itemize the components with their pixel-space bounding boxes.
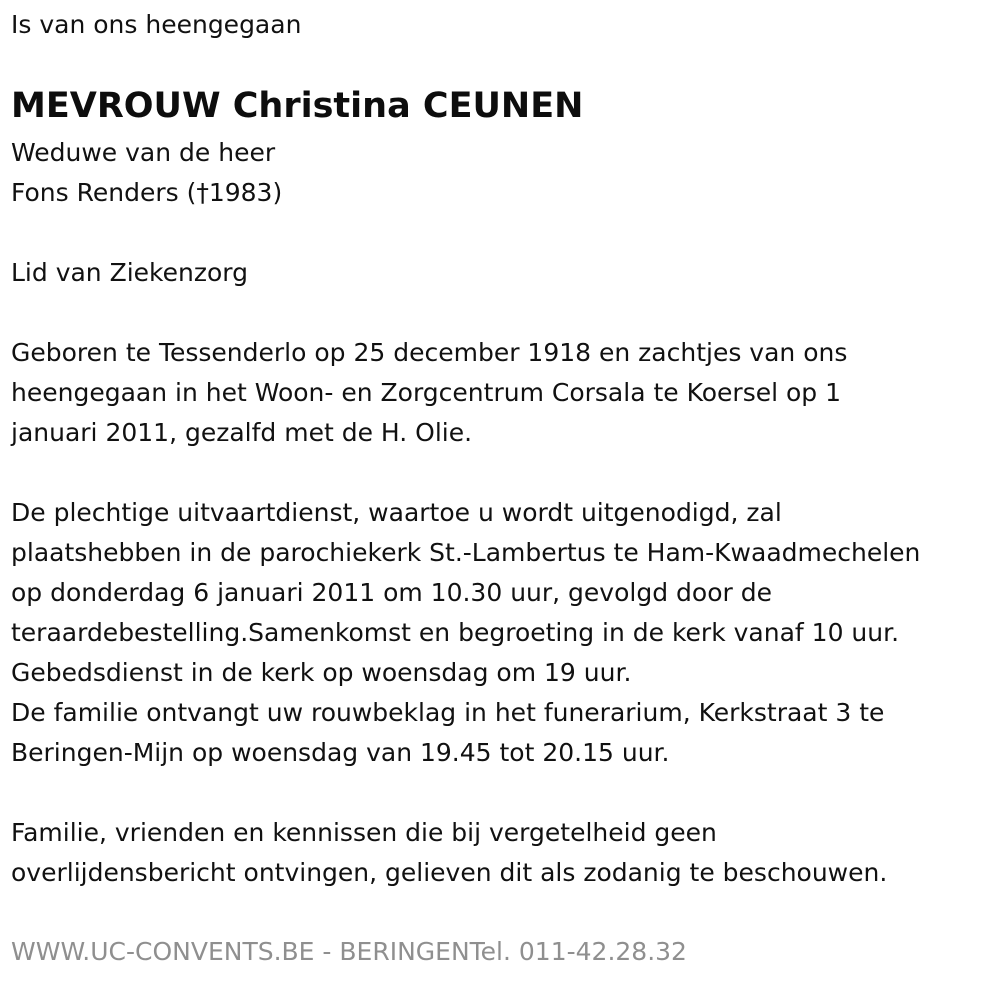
paragraph-line: Familie, vrienden en kennissen die bij vergetelheid geen <box>11 818 717 847</box>
birth-death-paragraph <box>11 333 847 453</box>
paragraph-line: teraardebestelling.Samenkomst en begroeting in de kerk vanaf 10 uur. <box>11 618 900 647</box>
membership-block <box>11 253 248 293</box>
paragraph-line: op donderdag 6 januari 2011 om 10.30 uur, gevolgd door de <box>11 578 772 607</box>
spouse-line: Weduwe van de heer <box>11 138 276 167</box>
spouse-line: Fons Renders (†1983) <box>11 178 283 207</box>
footer-contact: WWW.UC-CONVENTS.BE - BERINGENTel. 011-42.28.32 <box>11 937 687 966</box>
paragraph-line: De plechtige uitvaartdienst, waartoe u wordt uitgenodigd, zal <box>11 498 782 527</box>
notice-paragraph <box>11 813 887 893</box>
deceased-name: MEVROUW Christina CEUNEN <box>11 86 584 126</box>
paragraph-line: Beringen-Mijn op woensdag van 19.45 tot 20.15 uur. <box>11 738 670 767</box>
funeral-paragraph <box>11 493 920 773</box>
paragraph-line: De familie ontvangt uw rouwbeklag in het funerarium, Kerkstraat 3 te <box>11 698 885 727</box>
paragraph-line: januari 2011, gezalfd met de H. Olie. <box>11 418 473 447</box>
paragraph-line: plaatshebben in de parochiekerk St.-Lambertus te Ham-Kwaadmechelen <box>11 538 921 567</box>
paragraph-line: overlijdensbericht ontvingen, gelieven dit als zodanig te beschouwen. <box>11 858 888 887</box>
paragraph-line: Gebedsdienst in de kerk op woensdag om 19 uur. <box>11 658 632 687</box>
intro-text: Is van ons heengegaan <box>11 10 302 39</box>
paragraph-line: heengegaan in het Woon- en Zorgcentrum Corsala te Koersel op 1 <box>11 378 842 407</box>
paragraph-line: Geboren te Tessenderlo op 25 december 1918 en zachtjes van ons <box>11 338 848 367</box>
membership-line: Lid van Ziekenzorg <box>11 258 248 287</box>
spouse-block <box>11 133 282 213</box>
